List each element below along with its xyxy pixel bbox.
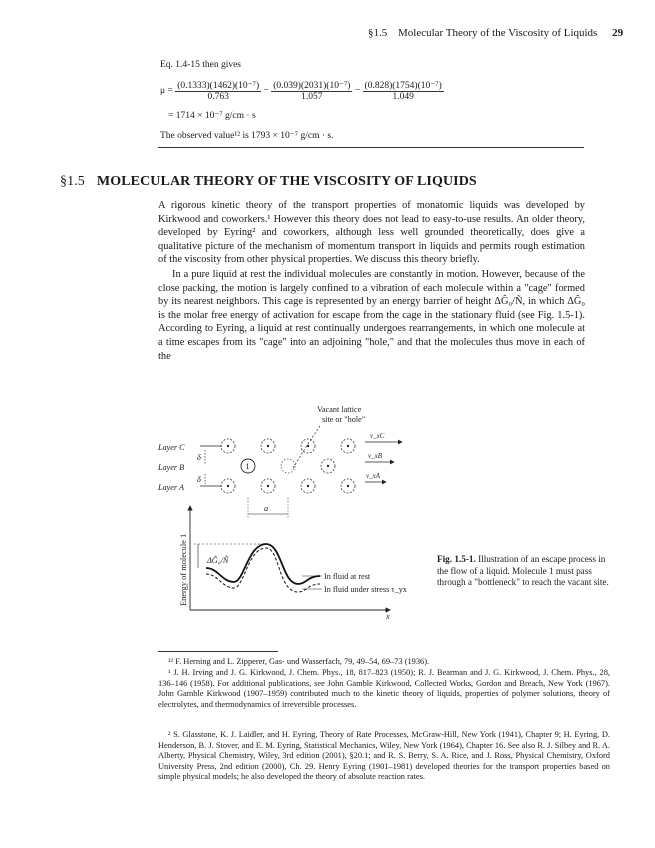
delta-label-upper: δ bbox=[197, 453, 201, 462]
term-2-denominator: 1.057 bbox=[301, 92, 323, 102]
curve-rest-label: In fluid at rest bbox=[324, 572, 371, 581]
velocity-a-label: v_xA bbox=[366, 472, 380, 480]
term-2-numerator: (0.039)(2031)(10⁻⁷) bbox=[273, 81, 351, 91]
molecule-a2-center bbox=[267, 485, 269, 487]
fraction-term-1 bbox=[175, 80, 261, 102]
layer-c-label: Layer C bbox=[158, 443, 185, 452]
term-3-denominator: 1.049 bbox=[392, 92, 414, 102]
molecule-a3-center bbox=[307, 485, 309, 487]
delta-label-lower: δ bbox=[197, 475, 201, 484]
mu-symbol: μ = bbox=[160, 86, 173, 97]
term-1-numerator: (0.1333)(1462)(10⁻⁷) bbox=[177, 81, 260, 91]
term-1-denominator: 0.763 bbox=[207, 92, 229, 102]
curve-fluid-under-stress bbox=[206, 548, 320, 592]
layer-b-label: Layer B bbox=[158, 463, 185, 472]
velocity-c-label: v_xC bbox=[370, 432, 385, 440]
equation-mu bbox=[160, 80, 444, 102]
body-paragraph-2: In a pure liquid at rest the individual molecules are constantly in motion. However, because of the close packing, the motion is largely confined to a vibration of each molecule within a "cage" formed by its nearest neighbors. This cage is represented by an energy barrier of height ΔĜ₀/Ñ, in which ΔĜ₀ is the molar free energy of activation for escape from the cage in the stationary fluid (see Fig. 1.5-1). According to Eyring, a liquid at rest continually undergoes rearrangements, in which one molecule at a time escapes from its "cage" into an adjoining "hole," and that the molecules thus move in each of the bbox=[158, 269, 585, 362]
molecule-1-label: 1 bbox=[245, 462, 250, 471]
example-end-rule bbox=[158, 147, 584, 148]
molecule-c4-center bbox=[347, 445, 349, 447]
layer-a-label: Layer A bbox=[158, 483, 185, 492]
molecule-b3-center bbox=[327, 465, 329, 467]
header-section: §1.5 bbox=[368, 27, 388, 39]
header-title: Molecular Theory of the Viscosity of Liquids bbox=[398, 27, 598, 39]
fraction-term-2 bbox=[271, 80, 352, 102]
vacant-label-line-1: Vacant lattice bbox=[317, 405, 362, 414]
section-number: §1.5 bbox=[60, 174, 85, 189]
y-axis-label: Energy of molecule 1 bbox=[179, 533, 188, 606]
caption-label: Fig. 1.5-1. bbox=[437, 554, 476, 564]
barrier-label: ΔĜ₀/Ñ bbox=[207, 556, 229, 565]
vacant-pointer bbox=[292, 426, 320, 470]
escape-process-figure bbox=[150, 398, 435, 623]
velocity-b-label: v_xB bbox=[368, 452, 382, 460]
vacant-label-line-2: site or "hole" bbox=[322, 415, 366, 424]
observed-value: The observed value¹² is 1793 × 10⁻⁷ g/cm · s. bbox=[160, 131, 334, 141]
page-number: 29 bbox=[612, 27, 624, 39]
distance-a-label: a bbox=[264, 504, 269, 513]
molecule-c2-center bbox=[267, 445, 269, 447]
section-title: MOLECULAR THEORY OF THE VISCOSITY OF LIQUIDS bbox=[96, 174, 477, 189]
x-axis-label: x bbox=[386, 612, 390, 621]
body-paragraph-1: A rigorous kinetic theory of the transport properties of monatomic liquids was developed by Kirkwood and coworkers.¹ However this theory does not lead to easy-to-use results. An older theory, developed by Eyring² and coworkers, although less well grounded theoretically, does give a qualitative picture of the mechanism of momentum transport in liquids and permits rough estimation of the viscosity from other physical properties. We discuss this theory briefly. bbox=[158, 200, 585, 266]
minus-sign: − bbox=[354, 86, 361, 97]
molecule-c3-center bbox=[307, 445, 309, 447]
equation-result: = 1714 × 10⁻⁷ g/cm · s bbox=[168, 111, 256, 121]
example-intro: Eq. 1.4-15 then gives bbox=[160, 60, 242, 70]
running-header bbox=[368, 27, 623, 39]
footnote-12: ¹² F. Herning and L. Zipperer, Gas- und Wasserfach, 79, 49–54, 69–73 (1936). bbox=[168, 657, 430, 666]
caption-text: Illustration of an escape process in the flow of a liquid. Molecule 1 must pass through a "bottleneck" to reach the vacant site. bbox=[437, 554, 609, 588]
fraction-term-3 bbox=[363, 80, 444, 102]
molecule-a1-center bbox=[227, 485, 229, 487]
curve-stress-label: In fluid under stress τ_yx bbox=[324, 585, 407, 594]
footnote-rule bbox=[158, 651, 278, 652]
molecule-c1-center bbox=[227, 445, 229, 447]
minus-sign: − bbox=[263, 86, 269, 97]
section-heading bbox=[60, 174, 477, 190]
footnote-2: ² S. Glasstone, K. J. Laidler, and H. Eyring, Theory of Rate Processes, McGraw-Hill, New York (1941), Chapter 9; H. Eyring, D. Henderson, B. J. Stover, and E. M. Eyring, Statistical Mechanics, Wiley, New York (1964), Chapter 16. See also R. J. Silbey and R. A. Alberty, Physical Chemistry, Wiley, 3rd edition (2001), §20.1; and R. S. Berry, S. A. Rice, and J. Ross, Physical Chemistry, Oxford University Press, 2nd edition (2000), Ch. 29. Henry Eyring (1901–1981) developed theories for the transport properties based on simple physical models; he also developed the theory of absolute reaction rates. bbox=[158, 730, 610, 781]
footnote-1: ¹ J. H. Irving and J. G. Kirkwood, J. Chem. Phys., 18, 817–823 (1950); R. J. Bearman and J. G. Kirkwood, J. Chem. Phys., 28, 136–146 (1958). For additional publications, see John Gamble Kirkwood, Collected Works, Gordon and Breach, New York (1967). John Gamble Kirkwood (1907–1959) contributed much to the kinetic theory of liquids, properties of polymer solutions, theory of electrolytes, and thermodynamics of irreversible processes. bbox=[158, 668, 610, 709]
vacant-site bbox=[281, 459, 295, 473]
molecule-a4-center bbox=[347, 485, 349, 487]
figure-caption bbox=[437, 554, 612, 589]
term-3-numerator: (0.828)(1754)(10⁻⁷) bbox=[364, 81, 442, 91]
